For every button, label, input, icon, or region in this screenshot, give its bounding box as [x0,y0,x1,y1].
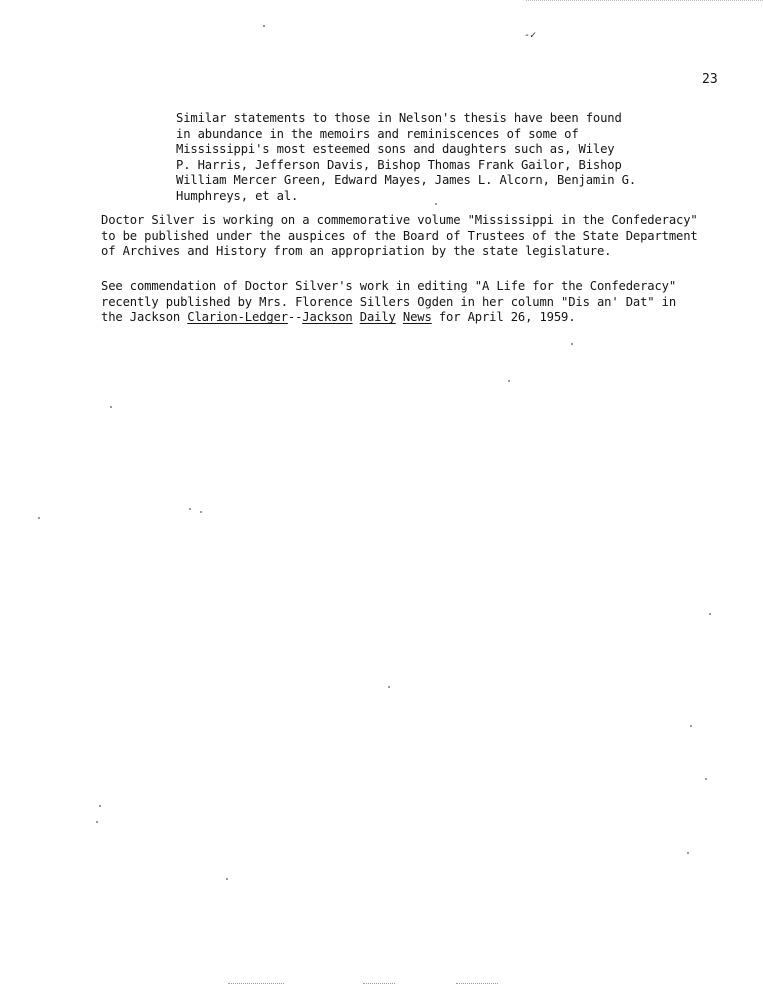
scan-speck [388,686,390,688]
scan-speck [263,25,265,27]
scan-speck [110,406,112,408]
scan-speck [200,511,202,513]
quote-line: William Mercer Green, Edward Mayes, James L. Alcorn, Benjamin G. [176,173,636,188]
scan-border-dots [526,0,763,3]
quote-line: Similar statements to those in Nelson's thesis have been found [176,111,622,125]
scan-border-dots [363,983,395,985]
title-separator: -- [287,310,303,325]
scan-speck [705,778,707,780]
paragraph-line: to be published under the auspices of the Board of Trustees of the State Department [101,228,698,243]
paragraph-line: recently published by Mrs. Florence Sillers Ogden in her column "Dis an' Dat" in [101,294,676,309]
quote-line: Humphreys, et al. [176,188,299,203]
scan-speck [189,508,191,510]
newspaper-title-jackson: Jackson [302,310,353,325]
scan-speck [99,805,101,807]
scan-speck [38,517,40,519]
scan-speck [690,725,692,727]
scan-border-dots [228,983,284,985]
paragraph-line [101,310,676,326]
scan-speck [508,380,510,382]
paragraph-line: Doctor Silver is working on a commemorative volume "Mississippi in the Confederacy" [101,213,698,227]
newspaper-title-clarion-ledger: Clarion-Ledger [187,310,288,325]
newspaper-title-daily: Daily [359,310,396,325]
paragraph-commendation [101,279,676,326]
scan-speck [687,852,689,854]
scan-speck [571,343,573,345]
quote-line: Mississippi's most esteemed sons and daughters such as, Wiley [176,142,615,157]
newspaper-title-news: News [402,310,432,325]
quote-line: P. Harris, Jefferson Davis, Bishop Thomas Frank Gailor, Bishop [176,157,622,172]
indented-quote [176,111,636,205]
scan-border-dots [456,983,498,985]
scan-speck [226,878,228,880]
scan-speck [709,613,711,615]
paragraph-line: See commendation of Doctor Silver's work in editing "A Life for the Confederacy" [101,279,676,293]
pen-check-mark: -✓ [524,30,537,41]
line-suffix: for April 26, 1959. [431,310,576,325]
line-prefix: the Jackson [101,310,188,325]
paragraph-commemorative-volume [101,213,698,260]
word-space [353,310,360,324]
quote-line: in abundance in the memoirs and reminiscences of some of [176,126,579,141]
paragraph-line: of Archives and History from an appropriation by the state legislature. [101,244,612,259]
scan-speck [435,203,437,205]
scan-speck [96,821,98,823]
page-number: 23 [702,72,718,87]
word-space [396,310,403,324]
